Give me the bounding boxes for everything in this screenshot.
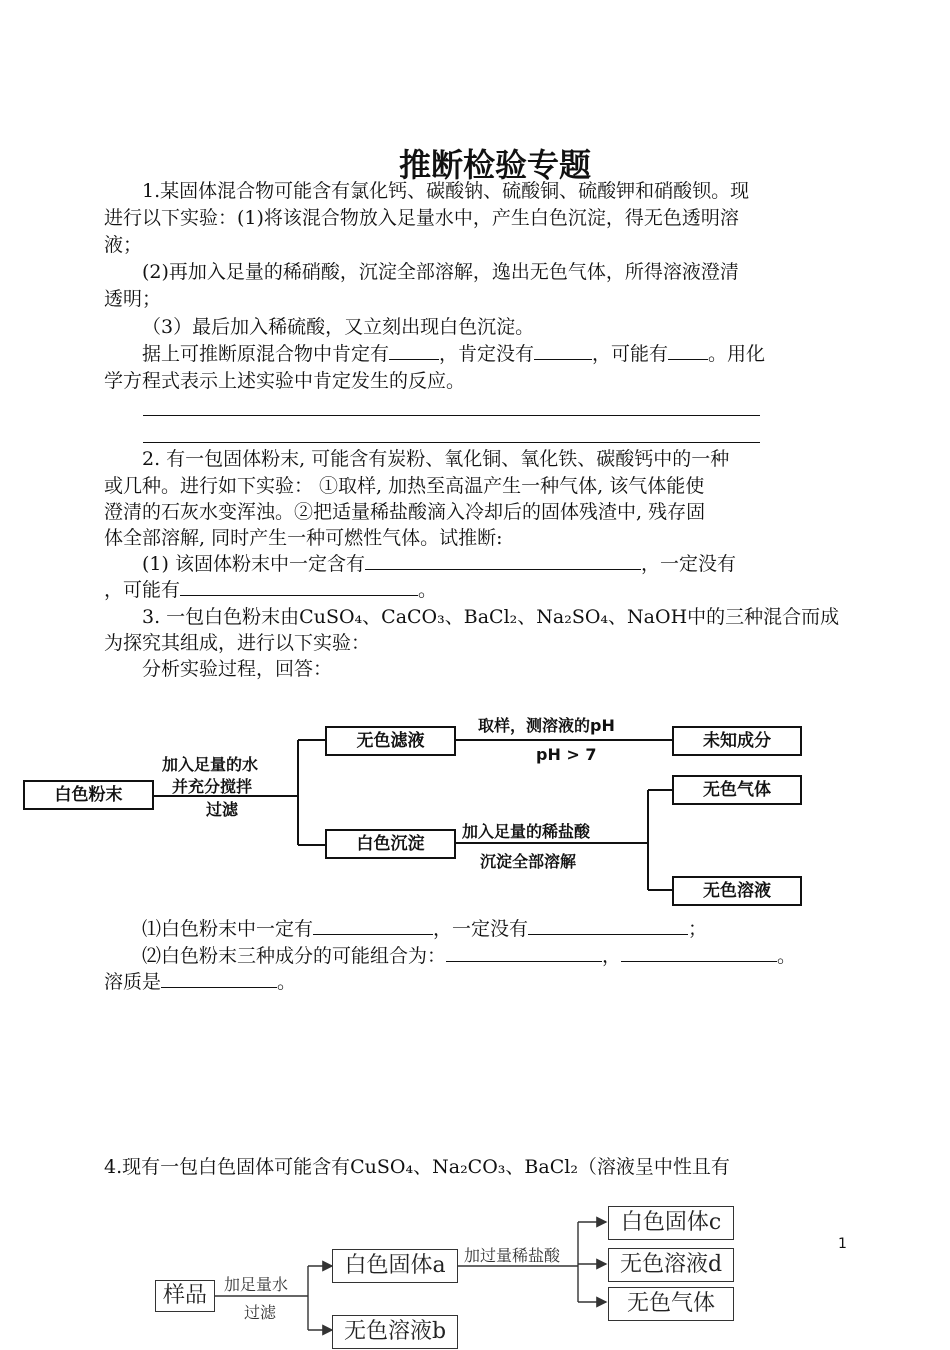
diagram2-sample-box: 样品 bbox=[155, 1280, 215, 1312]
q1-line1: 1.某固体混合物可能含有氯化钙、碳酸钠、硫酸铜、硫酸钾和硝酸钡。现 bbox=[142, 180, 750, 202]
q1-text-b: ，肯定没有 bbox=[439, 343, 535, 365]
diagram1-gas-box: 无色气体 bbox=[672, 775, 802, 805]
q2-text-c: ，可能有 bbox=[104, 579, 181, 601]
diagram2-step1-bottom: 过滤 bbox=[244, 1303, 277, 1322]
q1-text-d: 。用化 bbox=[708, 343, 766, 365]
q2-line4: 体全部溶解, 同时产生一种可燃性气体。试推断: bbox=[104, 527, 503, 549]
diagram2-gas-box: 无色气体 bbox=[608, 1287, 734, 1321]
q1-text-c: ，可能有 bbox=[592, 343, 669, 365]
diagram1-filtrate-box: 无色滤液 bbox=[325, 726, 456, 756]
q3-ans3-a: 溶质是 bbox=[104, 971, 162, 993]
q1-line3: 液； bbox=[104, 234, 143, 256]
q3-ans2-b: ， bbox=[602, 945, 622, 967]
q1-line6: （3）最后加入稀硫酸，又立刻出现白色沉淀。 bbox=[142, 316, 535, 338]
q3-ans2-c: 。 bbox=[777, 945, 797, 967]
diagram2-acid-label: 加过量稀盐酸 bbox=[464, 1246, 561, 1265]
diagram1-acid-bottom: 沉淀全部溶解 bbox=[480, 852, 577, 871]
diagram1-precipitate-box: 白色沉淀 bbox=[325, 829, 456, 859]
diagram1-solution-box: 无色溶液 bbox=[672, 876, 802, 906]
diagram1-test-top: 取样，测溶液的pH bbox=[478, 716, 615, 735]
q3-ans2-a: ⑵白色粉末三种成分的可能组合为： bbox=[142, 945, 447, 967]
q2-line3: 澄清的石灰水变浑浊。②把适量稀盐酸滴入冷却后的固体残渣中, 残存固 bbox=[104, 501, 706, 523]
q3-line1: 3. 一包白色粉末由CuSO₄、CaCO₃、BaCl₂、Na₂SO₄、NaOH中的三种混合而成 bbox=[142, 606, 840, 628]
q2-text-d: 。 bbox=[418, 579, 438, 601]
q1-line5: 透明； bbox=[104, 288, 162, 310]
q2-text-a: (1) 该固体粉末中一定含有 bbox=[142, 553, 365, 575]
diagram2-solution-d-box: 无色溶液d bbox=[608, 1248, 734, 1282]
q2-line1: 2. 有一包固体粉末, 可能含有炭粉、氧化铜、氧化铁、碳酸钙中的一种 bbox=[142, 448, 730, 470]
diagram2-solid-a-box: 白色固体a bbox=[332, 1249, 458, 1283]
diagram2-step1-top: 加足量水 bbox=[224, 1275, 289, 1294]
diagram2-solid-c-box: 白色固体c bbox=[608, 1206, 734, 1240]
page-title: 推断检验专题 bbox=[398, 146, 591, 184]
q2-text-b: ，一定没有 bbox=[640, 553, 736, 575]
q3-ans1-b: ，一定没有 bbox=[433, 918, 529, 940]
q2-line2: 或几种。进行如下实验： ①取样, 加热至高温产生一种气体, 该气体能使 bbox=[104, 475, 705, 497]
page-number: 1 bbox=[838, 1236, 847, 1252]
q1-line2: 进行以下实验：(1)将该混合物放入足量水中，产生白色沉淀，得无色透明溶 bbox=[104, 207, 739, 229]
q4-line1: 4.现有一包白色固体可能含有CuSO₄、Na₂CO₃、BaCl₂（溶液呈中性且有 bbox=[104, 1156, 730, 1178]
q3-line3: 分析实验过程，回答： bbox=[142, 658, 333, 680]
diagram2-solution-b-box: 无色溶液b bbox=[332, 1315, 458, 1349]
q1-line8: 学方程式表示上述实验中肯定发生的反应。 bbox=[104, 370, 466, 392]
diagram1-acid-top: 加入足量的稀盐酸 bbox=[462, 822, 591, 841]
diagram1-step1-line1: 加入足量的水 bbox=[162, 755, 259, 774]
q3-ans3-b: 。 bbox=[277, 971, 297, 993]
q3-ans1-a: ⑴白色粉末中一定有 bbox=[142, 918, 314, 940]
q1-line4: (2)再加入足量的稀硝酸，沉淀全部溶解，逸出无色气体，所得溶液澄清 bbox=[142, 261, 739, 283]
q3-ans1-c: ； bbox=[688, 918, 708, 940]
diagram1-step1-line2: 并充分搅拌 bbox=[172, 777, 253, 796]
q3-line2: 为探究其组成，进行以下实验： bbox=[104, 632, 371, 654]
diagram1-start-box: 白色粉末 bbox=[23, 780, 154, 810]
diagram1-unknown-box: 未知成分 bbox=[672, 726, 802, 756]
diagram1-test-bottom: pH > 7 bbox=[536, 745, 597, 764]
diagram1-step1-line3: 过滤 bbox=[206, 800, 239, 819]
q1-text-a: 据上可推断原混合物中肯定有 bbox=[142, 343, 390, 365]
